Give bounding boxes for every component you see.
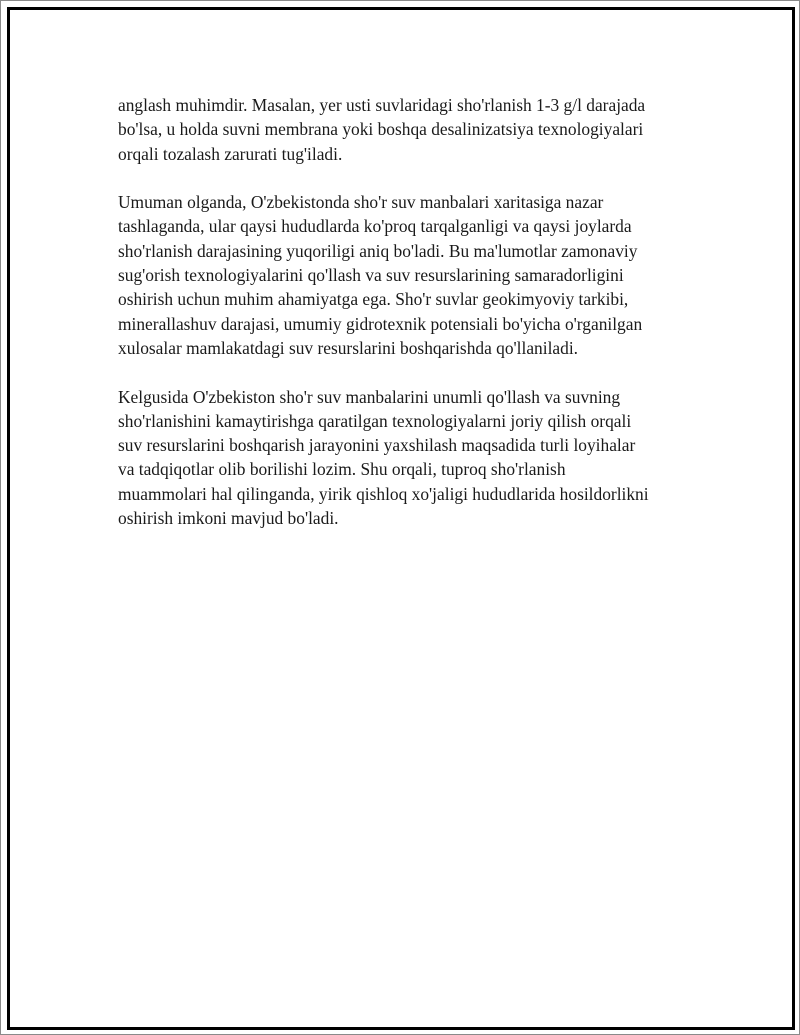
paragraph-3: Kelgusida O'zbekiston sho'r suv manbalarini unumli qo'llash va suvning sho'rlanishini kamaytirishga qaratilgan texnologiyalarni joriy qilish orqali suv resurslarini boshqarish jarayonini yaxshilash maqsadida turli loyihalar va tadqiqotlar olib borilishi lozim. Shu orqali, tuproq sho'rlanish muammolari hal qilinganda, yirik qishloq xo'jaligi hududlarida hosildorlikni oshirish imkoni mavjud bo'ladi. (118, 386, 649, 529)
document-body (118, 93, 698, 555)
paragraph-1: anglash muhimdir. Masalan, yer usti suvlaridagi sho'rlanish 1-3 g/l darajada bo'lsa, u holda suvni membrana yoki boshqa desalinizatsiya texnologiyalari orqali tozalash zarurati tug'iladi. (118, 95, 646, 164)
paragraph-2: Umuman olganda, O'zbekistonda sho'r suv manbalari xaritasiga nazar tashlaganda, ular qaysi hududlarda ko'proq tarqalganligi va qaysi joylarda sho'rlanish darajasining yuqoriligi aniq bo'ladi. Bu ma'lumotlar zamonaviy sug'orish texnologiyalarini qo'llash va suv resurslarining samaradorligini oshirish uchun muhim ahamiyatga ega. Sho'r suvlar geokimyoviy tarkibi, minerallashuv darajasi, umumiy gidrotexnik potensiali bo'yicha o'rganilgan xulosalar mamlakatdagi suv resurslarini boshqarishda qo'llaniladi. (118, 192, 643, 358)
